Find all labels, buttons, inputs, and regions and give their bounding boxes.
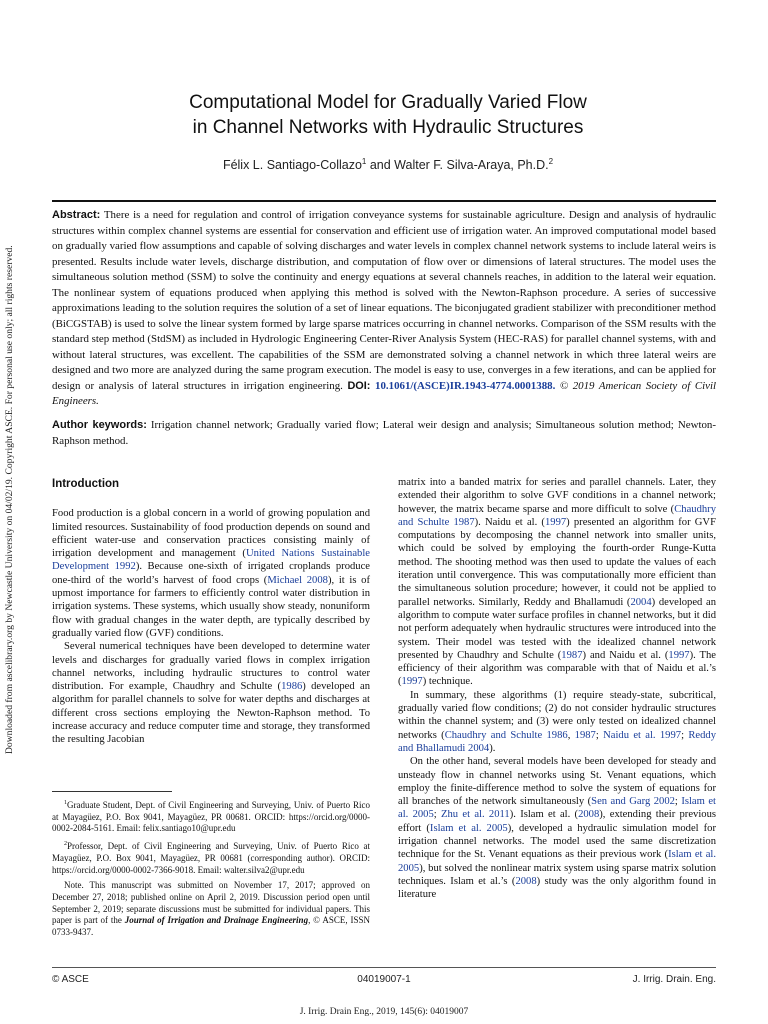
- title-line-1: Computational Model for Gradually Varied Flow: [189, 92, 587, 113]
- journal-name: Journal of Irrigation and Drainage Engineering: [124, 915, 309, 926]
- text-run: ,: [567, 729, 575, 741]
- doi-link[interactable]: 10.1061/(ASCE)IR.1943-4774.0001388.: [370, 379, 556, 392]
- footnote-marker: 1: [64, 800, 67, 806]
- citation-link[interactable]: 2008: [578, 809, 600, 821]
- title-line-2: in Channel Networks with Hydraulic Structures: [192, 117, 584, 138]
- text-run: ) technique.: [422, 676, 473, 688]
- citation-line: J. Irrig. Drain Eng., 2019, 145(6): 04019007: [299, 1007, 469, 1017]
- author-1-affil: 1: [361, 157, 367, 166]
- text-run: In summary, these algorithms (1) require steady-state, subcritical, gradually varied flow conditions; (2) do not consider hydraulic structures within the channel system; and (3) were only tested on idealized channel networks (: [398, 689, 716, 741]
- author-1: Félix L. Santiago-Collazo: [222, 158, 362, 173]
- author-list: [60, 157, 716, 172]
- text-run: ).: [489, 742, 496, 754]
- footnote-text: Professor, Dept. of Civil Engineering and Surveying, Univ. of Puerto Rico at Mayagüez, P.O. Box 9041, Mayagüez, PR 00681 (corresponding author). ORCID: https://orcid.org/0000-0002-7366-9018. Email: walter.silva2@upr.edu: [52, 841, 370, 875]
- citation-link[interactable]: Sen and Garg 2002: [591, 796, 675, 808]
- abstract-rule: [52, 200, 716, 202]
- footnote-2: [52, 839, 370, 876]
- text-run: ) study was the only algorithm found in literature: [398, 875, 716, 901]
- citation-link[interactable]: Islam et al. 2005: [398, 849, 716, 874]
- text-run: matrix into a banded matrix for series and parallel channels. Later, they extended their algorithm to solve GVF conditions in a channel network; however, the matrix became sparse and more difficult to solve (: [398, 477, 716, 515]
- manuscript-note: [52, 880, 370, 939]
- citation-link[interactable]: 1986: [281, 681, 303, 693]
- author-2-affil: 2: [548, 157, 554, 166]
- keywords-label: Author keywords:: [52, 419, 147, 431]
- text-run: , © ASCE, ISSN 0733-9437.: [52, 915, 370, 938]
- doi-label: DOI:: [347, 379, 371, 392]
- citation-link[interactable]: Chaudhry and Schulte 1986: [444, 729, 568, 741]
- text-run: ;: [595, 729, 604, 741]
- paper-title: [60, 90, 716, 140]
- author-joiner: and: [366, 158, 395, 173]
- abstract-label: Abstract:: [52, 209, 101, 221]
- citation-link[interactable]: 1987: [561, 649, 583, 661]
- footnote-1: [52, 798, 370, 835]
- footer-rule: [52, 967, 716, 968]
- text-run: ) developed an algorithm for parallel channels to solve for water depths and discharges at different cross sections employing the Newton-Raphson method. To increase accuracy and reduce computer time and storage, they transformed the resulting Jacobian: [52, 681, 370, 746]
- citation-link[interactable]: 1987: [574, 729, 596, 741]
- intro-paragraph-1: [52, 507, 370, 640]
- footnote-text: Graduate Student, Dept. of Civil Engineering and Surveying, Univ. of Puerto Rico at Mayagüez, P.O. Box 9041, Mayagüez, PR 00681. ORCID: https://orcid.org/0000-0002-2084-5161. Email: felix.santiago10@upr.edu: [52, 800, 370, 834]
- author-keywords: [52, 418, 716, 449]
- footnote-rule: [52, 791, 172, 792]
- footer-page-id: 04019007-1: [357, 974, 411, 985]
- text-run: On the other hand, several models have been developed for steady and unsteady flow in channel networks using St. Venant equations, which employ the finite-difference method to solve the system of equations for all branches of the network simultaneously (: [398, 756, 716, 808]
- text-run: ), but solved the nonlinear matrix system using sparse matrix solution techniques. Islam et al.’s (: [398, 862, 716, 887]
- citation-link[interactable]: Chaudhry and Schulte 1987: [398, 503, 716, 528]
- page-footer: [52, 974, 716, 988]
- abstract: [52, 208, 716, 410]
- text-run: ) and Naidu et al. (: [582, 649, 669, 661]
- citation-link[interactable]: 1997: [668, 649, 690, 661]
- citation-link[interactable]: 1997: [401, 676, 423, 688]
- text-run: ), extending their previous effort (: [398, 809, 716, 834]
- citation-link[interactable]: 2008: [515, 875, 537, 887]
- author-2: Walter F. Silva-Araya, Ph.D.: [394, 158, 549, 173]
- text-run: Several numerical techniques have been developed to determine water levels and discharges for gradually varied flows in complex irrigation channel networks, including hydraulic structures to control water distribution. For example, Chaudhry and Schulte (: [52, 641, 370, 693]
- body-paragraph-3: [398, 755, 716, 901]
- body-paragraph-2: [398, 689, 716, 755]
- text-run: ) developed an algorithm to compute water surface profiles in channel networks, but it did not perform adequately when hydraulic structures were introduced into the system. Their model was tested with the idealized channel network presented by Chaudhry and Schulte (: [398, 596, 716, 661]
- text-run: ). The efficiency of their algorithm was comparable with that of Naidu et al.’s (: [398, 649, 716, 688]
- citation-link[interactable]: Zhu et al. 2011: [441, 809, 510, 821]
- text-run: Note. This manuscript was submitted on November 17, 2017; approved on December 27, 2018; published online on April 2, 2019. Discussion period open until September 2, 2019; separate discussions must be submitted for individual papers. This paper is part of the: [52, 880, 370, 926]
- footer-journal: J. Irrig. Drain. Eng.: [632, 974, 716, 985]
- citation-link[interactable]: 1997: [544, 516, 567, 528]
- right-column: [398, 476, 716, 902]
- text-run: ;: [681, 729, 689, 741]
- citation-link[interactable]: Michael 2008: [267, 574, 328, 586]
- intro-paragraph-2: [52, 640, 370, 746]
- citation-link[interactable]: 2004: [630, 596, 652, 608]
- text-run: Food production is a global concern in a world of growing population and limited resources. Sustainability of food production depends on sound and efficient water-use and conservation practices consisting mainly of irrigation development and management (: [52, 508, 370, 560]
- text-run: ). Because one-sixth of irrigated croplands produce one-third of the world’s harvest of food crops (: [52, 561, 370, 586]
- citation-link[interactable]: Naidu et al. 1997: [603, 729, 682, 741]
- keywords-text: Irrigation channel network; Gradually varied flow; Lateral weir design and analysis; Simultaneous solution method; Newton-Raphson method.: [52, 419, 716, 447]
- text-run: ), it is of upmost importance for farmers to efficiently control water distribution in irrigation systems. These systems, which usually show steady, nonuniform flow with gradual changes in the water depth, are typically described by gradually varied flow (GVF) conditions.: [52, 574, 371, 639]
- abstract-copyright: © 2019 American Society of Civil Engineers.: [52, 379, 716, 407]
- text-run: ), developed a hydraulic simulation model for irrigation channel networks. The model used the same discretization technique for the St. Venant equations as their previous work (: [398, 822, 717, 861]
- footer-publisher: © ASCE: [52, 974, 89, 985]
- text-run: ). Naidu et al. (: [474, 516, 545, 528]
- abstract-text: There is a need for regulation and control of irrigation conveyance systems for sustainable agriculture. Design and analysis of hydraulic structures within complex channel systems are essential for conservation and efficient use of irrigation water. An improved computational model based on gradually varied flow assumptions and capable of solving discharges and water levels in complex channel network systems to include lateral weirs is presented. Results include water levels, discharge distribution, and computation of flow over or dimensions of lateral structures. The model uses the simultaneous solution method (SSM) to solve the continuity and energy equations at several channels reaches, in addition to the lateral weir equation. The nonlinear system of equations produced when applying this method is solved with the Newton-Raphson procedure. A series of successive approximations leading to the solution requires the solution of a set of linear equations. The biconjugated gradient stabilizer with preconditioner method (BiCGSTAB) is used to solve the linear system formed by large sparse matrices occurring in channel networks. Comparison of the SSM results with the standard step method (StdSM) as included in Hydrologic Engineering Center-River Analysis System (HEC-RAS) for parallel channel systems, with and without lateral structures, was excellent. The capabilities of the SSM are demonstrated solving a channel network in which three lateral weirs are designed and two more are analyzed during the same program execution. The model is easy to use, converges in a few iterations, and can be applied for design or analysis of lateral structures in irrigation engineering.: [52, 209, 716, 392]
- citation-link[interactable]: Islam et al. 2005: [398, 796, 716, 821]
- citation-link[interactable]: Reddy and Bhallamudi 2004: [398, 729, 717, 754]
- footnote-marker: 2: [64, 841, 67, 848]
- section-heading-introduction: Introduction: [52, 478, 120, 490]
- text-run: ) presented an algorithm for GVF computations by decomposing the channel network into smaller units, which could be solved by employing the fourth-order Runge-Kutta method. The shooting method was then used to update the values of each iteration until convergence. This was computationally more efficient than the simultaneous solution procedure; however, it could not be applied to parallel networks. Similarly, Reddy and Bhallamudi (: [398, 516, 716, 608]
- body-paragraph-1: [398, 476, 716, 689]
- citation-link[interactable]: United Nations Sustainable Development 1992: [52, 548, 370, 573]
- text-run: ;: [674, 796, 682, 808]
- text-run: ;: [433, 809, 442, 821]
- download-notice: Downloaded from ascelibrary.org by Newcastle University on 04/02/19. Copyright ASCE. For personal use only; all rights reserved.: [4, 245, 15, 755]
- text-run: ). Islam et al. (: [509, 809, 579, 821]
- left-column: [52, 478, 370, 747]
- citation-link[interactable]: Islam et al. 2005: [429, 822, 508, 834]
- footnotes: [52, 798, 370, 943]
